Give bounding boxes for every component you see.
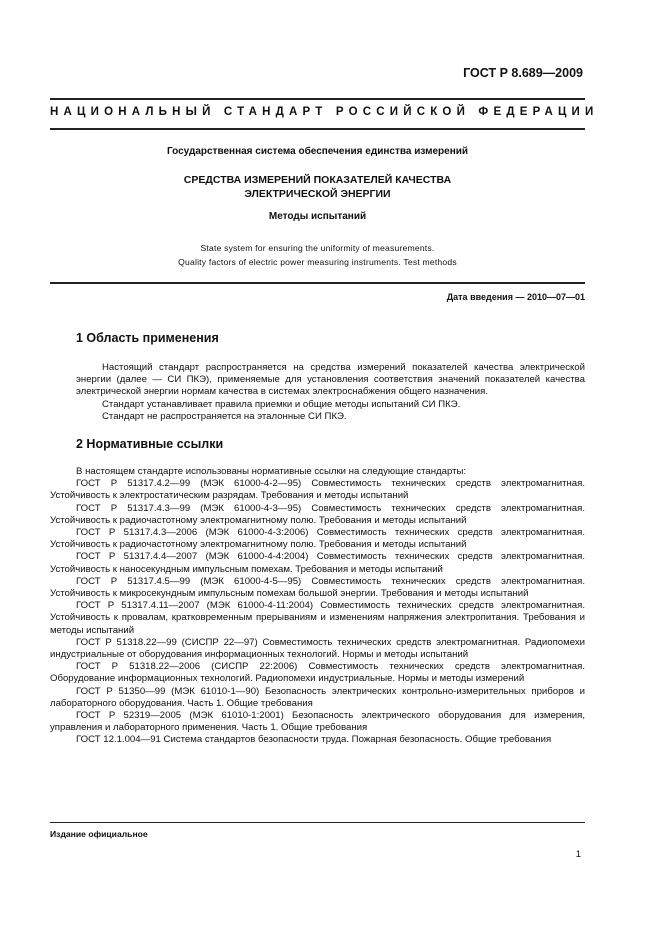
normative-reference: ГОСТ Р 51317.4.5—99 (МЭК 61000-4-5—95) Совместимость технических средств электромагнитная. Устойчивость к микросекундным импульсным помехам большой энергии. Требования и методы испытаний (50, 575, 585, 600)
paragraph: Настоящий стандарт распространяется на средства измерений показателей качества электрической энергии (далее — СИ ПКЭ), применяемые для установления соответствия значений показателей качества электрической энергии нормам качества в системах электроснабжения общего назначения. (76, 362, 585, 398)
normative-reference: ГОСТ Р 51317.4.3—2006 (МЭК 61000-4-3:2006) Совместимость технических средств электромагнитная. Устойчивость к радиочастотному электромагнитному полю. Требования и методы испытаний (50, 527, 585, 551)
standard-title-line: ЭЛЕКТРИЧЕСКОЙ ЭНЕРГИИ (244, 188, 391, 200)
normative-reference: ГОСТ Р 51317.4.2—99 (МЭК 61000-4-2—95) Совместимость технических средств электромагнитная. Устойчивость к электростатическим разрядам. Требования и методы испытаний (50, 478, 585, 502)
paragraph: В настоящем стандарте использованы нормативные ссылки на следующие стандарты: (76, 466, 467, 477)
section-body (50, 466, 585, 747)
system-title: Государственная система обеспечения единства измерений (166, 146, 469, 157)
document-code: ГОСТ Р 8.689—2009 (463, 66, 583, 80)
normative-reference: ГОСТ Р 51317.4.3—99 (МЭК 61000-4-3—95) Совместимость технических средств электромагнитная. Устойчивость к радиочастотному электромагнитному полю. Требования и методы испытаний (50, 502, 585, 526)
banner-rule (50, 128, 585, 130)
normative-reference: ГОСТ Р 51350—99 (МЭК 61010-1—90) Безопасность электрических контрольно-измерительных приборов и лабораторного оборудования. Часть 1. Общие требования (50, 685, 585, 709)
national-standard-banner: НАЦИОНАЛЬНЫЙ СТАНДАРТ РОССИЙСКОЙ ФЕДЕРАЦИИ (50, 106, 599, 118)
normative-reference: ГОСТ Р 51317.4.11—2007 (МЭК 61000-4-11:2004) Совместимость технических средств электромагнитная. Устойчивость к провалам, кратковременным прерываниям и изменениям напряжения электропитания. Требования и методы испытаний (50, 600, 585, 636)
introduction-date: Дата введения — 2010—07—01 (446, 292, 585, 302)
english-title (50, 241, 585, 269)
english-title-line: State system for ensuring the uniformity of measurements. (200, 243, 435, 253)
paragraph: Стандарт не распространяется на эталонные СИ ПКЭ. (102, 410, 347, 422)
page-number: 1 (575, 849, 581, 860)
normative-reference: ГОСТ Р 51318.22—2006 (СИСПР 22:2006) Совместимость технических средств электромагнитная. Оборудование информационных технологий. Радиопомехи индустриальные. Нормы и методы измерений (50, 661, 585, 685)
paragraph: Стандарт устанавливает правила приемки и общие методы испытаний СИ ПКЭ. (102, 398, 461, 410)
normative-reference: ГОСТ Р 51317.4.4—2007 (МЭК 61000-4-4:2004) Совместимость технических средств электромагнитная. Устойчивость к наносекундным импульсным помехам. Требования и методы испытаний (50, 551, 585, 575)
english-title-line: Quality factors of electric power measuring instruments. Test methods (178, 257, 457, 267)
standard-subtitle: Методы испытаний (268, 211, 367, 222)
title-rule (50, 282, 585, 284)
footer-rule (50, 822, 585, 823)
section-body (76, 362, 585, 423)
standard-title (50, 173, 585, 201)
edition-label: Издание официальное (50, 829, 148, 839)
normative-reference: ГОСТ Р 51318.22—99 (СИСПР 22—97) Совместимость технических средств электромагнитная. Радиопомехи индустриальные от оборудования информационных технологий. Нормы и методы испытаний (50, 636, 585, 661)
section-heading: 2 Нормативные ссылки (76, 437, 224, 451)
normative-reference: ГОСТ 12.1.004—91 Система стандартов безопасности труда. Пожарная безопасность. Общие требования (76, 734, 552, 746)
top-rule (50, 98, 585, 100)
section-heading: 1 Область применения (76, 331, 219, 345)
normative-reference: ГОСТ Р 52319—2005 (МЭК 61010-1:2001) Безопасность электрического оборудования для измерения, управления и лабораторного применения. Часть 1. Общие требования (50, 710, 585, 734)
standard-title-line: СРЕДСТВА ИЗМЕРЕНИЙ ПОКАЗАТЕЛЕЙ КАЧЕСТВА (183, 174, 452, 186)
